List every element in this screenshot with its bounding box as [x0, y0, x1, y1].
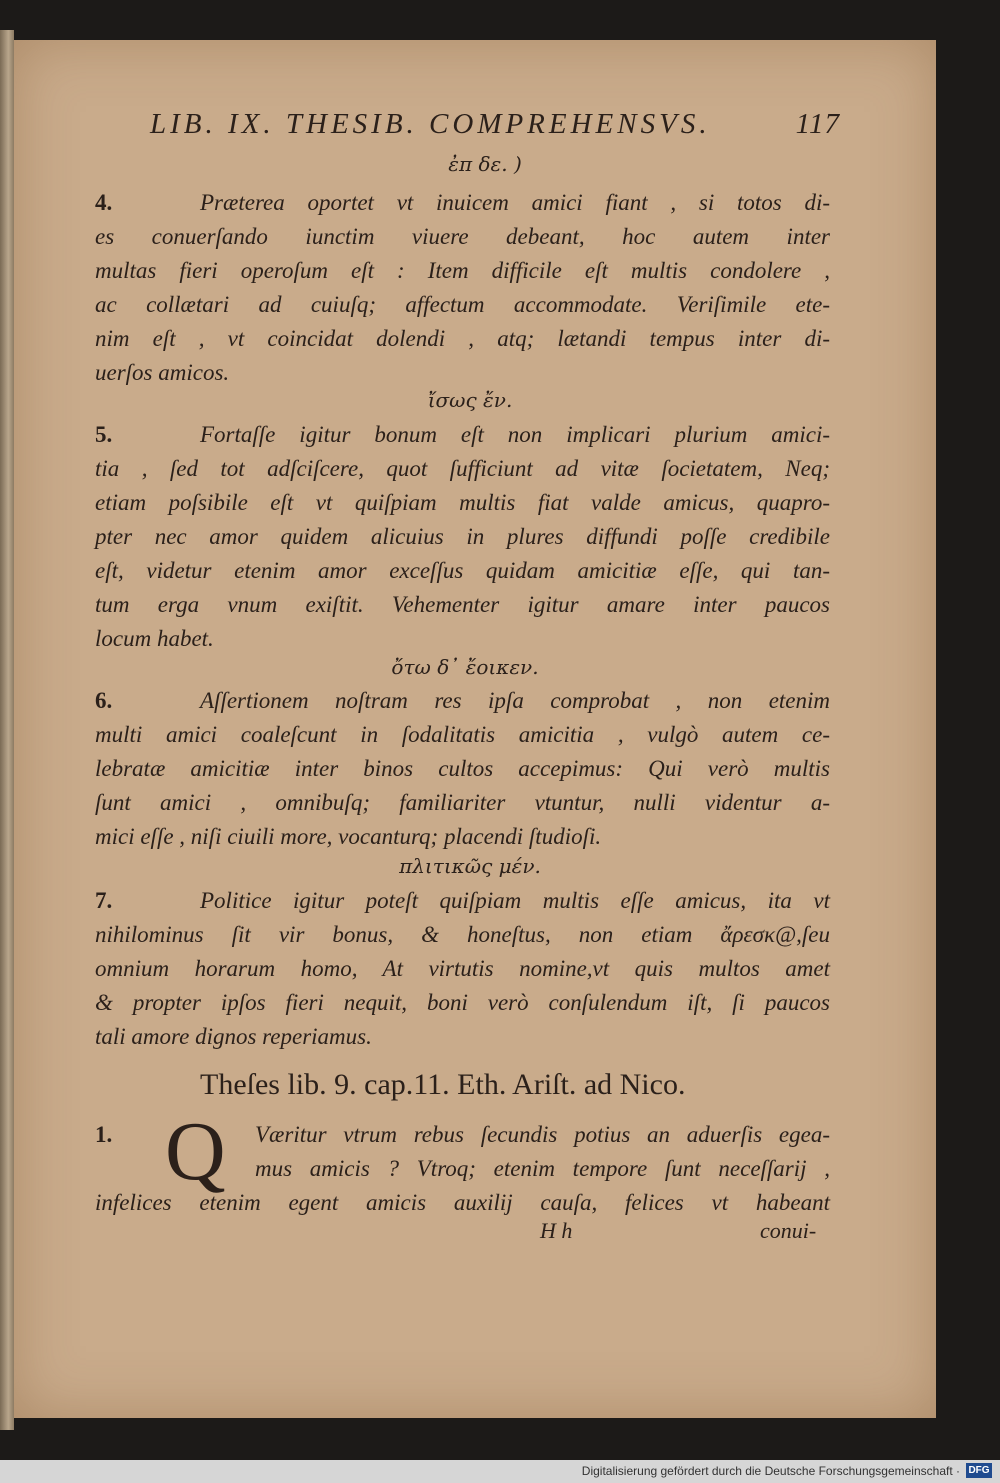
thesis-number: 6. [95, 688, 113, 713]
running-header [150, 108, 840, 148]
text-line: multas fieri operoſum eſt : Item difficile eſt multis condolere , [95, 258, 830, 283]
book-spine [0, 30, 14, 1430]
text-line: multi amici coaleſcunt in ſodalitatis amicitia , vulgò autem ce- [95, 722, 830, 747]
greek-marker: πλιτικῶς μέν. [399, 854, 541, 878]
thesis-paragraph [95, 418, 830, 656]
dropcap-initial: Q [165, 1105, 226, 1198]
dfg-logo-icon: DFG [966, 1463, 992, 1478]
text-line: lebratæ amicitiæ inter binos cultos accepimus: Qui verò multis [95, 756, 830, 781]
text-line: mici eſſe , niſi ciuili more, vocanturq; placendi ſtudioſi. [95, 824, 602, 849]
signature-mark: H h [540, 1218, 573, 1243]
text-line: tia , ſed tot adſciſcere, quot ſufficiunt ad vitæ ſocietatem, Neq; [95, 456, 830, 481]
text-line: etiam poſsibile eſt vt quiſpiam multis fiat valde amicus, quapro- [95, 490, 830, 515]
text-line: Aſſertionem noſtram res ipſa comprobat , non etenim [200, 688, 830, 713]
text-line: locum habet. [95, 626, 214, 651]
funding-text: Digitalisierung gefördert durch die Deutsche Forschungsgemeinschaft · [581, 1464, 960, 1478]
text-line: mus amicis ? Vtroq; etenim tempore ſunt neceſſarij , [255, 1156, 830, 1181]
thesis-number: 7. [95, 888, 113, 913]
text-line: ac collætari ad cuiuſq; affectum accommodate. Veriſimile ete- [95, 292, 830, 317]
text-line: omnium horarum homo, At virtutis nomine,vt quis multos amet [95, 956, 830, 981]
text-line: Væritur vtrum rebus ſecundis potius an aduerſis egea- [255, 1122, 830, 1147]
thesis-number: 1. [95, 1122, 113, 1147]
thesis-number: 4. [95, 190, 113, 215]
text-line: eſt, videtur etenim amor exceſſus quidam amicitiæ eſſe, qui tan- [95, 558, 830, 583]
thesis-paragraph [95, 186, 830, 390]
thesis-paragraph [95, 684, 830, 854]
text-line: infelices etenim egent amicis auxilij cauſa, felices vt habeant [95, 1190, 830, 1215]
text-line: Politice igitur poteſt quiſpiam multis eſſe amicus, ita vt [200, 888, 830, 913]
text-line: Fortaſſe igitur bonum eſt non implicari plurium amici- [200, 422, 830, 447]
text-line: es conuerſando iunctim viuere debeant, hoc autem inter [95, 224, 830, 249]
funding-bar [0, 1460, 1000, 1483]
catchword: conui- [760, 1218, 817, 1243]
text-line: Præterea oportet vt inuicem amici fiant , si totos di- [200, 190, 830, 215]
thesis-number: 5. [95, 422, 113, 447]
text-line: tum erga vnum exiſtit. Vehementer igitur amare inter paucos [95, 592, 830, 617]
greek-marker: ἴσως ἔν. [427, 388, 513, 412]
text-line: pter nec amor quidem alicuius in plures diffundi poſſe credibile [95, 524, 830, 549]
section-heading: Theſes lib. 9. cap.11. Eth. Ariſt. ad Nico. [200, 1068, 686, 1101]
greek-marker: ἐπ δε. ) [448, 152, 522, 176]
greek-marker: ὄτω δ᾽ ἔοικεν. [391, 655, 539, 679]
text-line: nihilominus ſit vir bonus, & honeſtus, non etiam ἄρεσκ@,ſeu [95, 922, 830, 947]
text-line: nim eſt , vt coincidat dolendi , atq; lætandi tempus inter di- [95, 326, 830, 351]
text-line: tali amore dignos reperiamus. [95, 1024, 372, 1049]
header-title: LIB. IX. THESIB. COMPREHENSVS. [150, 108, 711, 140]
page-number: 117 [795, 108, 840, 140]
text-line: ſunt amici , omnibuſq; familiariter vtuntur, nulli videntur a- [95, 790, 830, 815]
text-line: uerſos amicos. [95, 360, 230, 385]
text-line: & propter ipſos fieri nequit, boni verò conſulendum iſt, ſi paucos [95, 990, 830, 1015]
thesis-paragraph [95, 884, 830, 1054]
